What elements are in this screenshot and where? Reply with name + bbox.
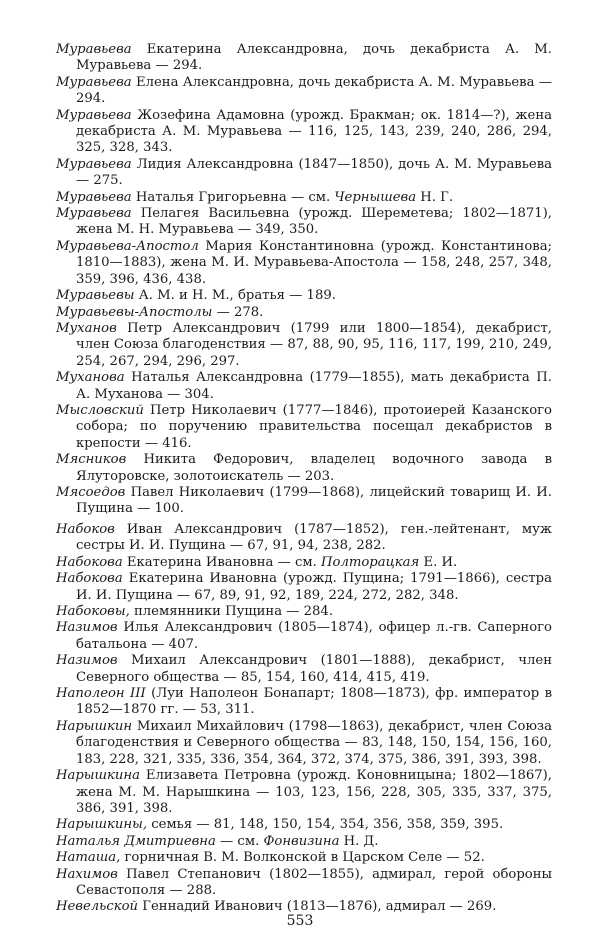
index-entry [56,190,552,206]
entry-name: Набокова [56,554,123,570]
index-section-m [56,42,552,518]
entry-reference-initials: Н. Г. [416,189,454,205]
entry-text: Наталья Александровна (1779—1855), мать декабриста П. А. Муханова — 304. [76,370,552,402]
entry-name: Назимов [56,620,118,636]
entry-name: Мысловский [56,402,144,418]
entry-text: Никита Федорович, владелец водочного завода в Ялуторовске, золотоискатель — 203. [76,452,552,484]
entry-name: Нахимов [56,866,118,882]
entry-name: Нарышкины, [56,817,148,833]
entry-text: Лидия Александровна (1847—1850), дочь А. М. Муравьева — 275. [76,156,552,189]
entry-text: Геннадий Иванович (1813—1876), адмирал — 269. [138,899,497,915]
index-entry [56,571,552,604]
entry-name: Назимов [56,653,118,669]
entry-name: Муравьева-Апостол [56,238,199,254]
entry-name: Муравьева [56,42,132,57]
entry-name: Мясоедов [56,484,126,500]
index-entry [56,206,552,239]
index-section-n [56,522,552,916]
entry-text: Илья Александрович (1805—1874), офицер л.-гв. Саперного батальона — 407. [76,620,552,652]
entry-text: (Луи Наполеон Бонапарт; 1808—1873), фр. император в 1852—1870 гг. — 53, 311. [76,686,552,718]
entry-name: Набоковы, [56,604,130,620]
entry-name: Мясников [56,452,127,468]
index-entry [56,108,552,157]
index-entry [56,370,552,403]
index-entry [56,686,552,719]
entry-name: Муравьева [56,189,132,205]
entry-name: Муравьева [56,74,132,90]
entry-name: Наталья Дмитриевна [56,833,216,849]
entry-name: Набокова [56,571,123,587]
entry-name: Наполеон III [56,686,146,702]
entry-text: Петр Александрович (1799 или 1800—1854), декабрист, член Союза благоденствия — 87, 88, 90, 95, 116, 117, 199, 210, 249, 254, 267, 294, 296, 297. [76,320,552,369]
index-entry [56,42,552,75]
entry-cross-reference: Чернышева [334,189,417,205]
entry-name: Муравьевы-Апостолы [56,304,213,320]
entry-cross-reference: Фонвизина [263,833,340,849]
entry-text: Екатерина Ивановна (урожд. Пущина; 1791—1866), сестра И. И. Пущина — 67, 89, 91, 92, 189, 224, 272, 282, 348. [76,571,552,603]
entry-text: Михаил Михайлович (1798—1863), декабрист, член Союза благоденствия и Северного общества — 83, 148, 150, 154, 156, 160, 183, 228, 321, 335, 336, 354, 364, 372, 374, 375, 386, 391, 393, 398. [76,718,552,767]
entry-name: Муравьева [56,156,132,172]
index-entry [56,157,552,190]
index-entry [56,653,552,686]
entry-text: Павел Николаевич (1799—1868), лицейский товарищ И. И. Пущина — 100. [76,484,552,517]
entry-text: — см. [215,833,264,849]
entry-text: Павел Степанович (1802—1855), адмирал, герой обороны Севастополя — 288. [76,866,552,898]
page-number: 553 [286,913,314,929]
entry-reference-initials: Е. И. [419,554,458,570]
index-entry [56,555,552,571]
index-entry [56,288,552,304]
index-entry [56,403,552,452]
entry-name: Набоков [56,522,115,537]
index-entry [56,817,552,833]
entry-reference-initials: Н. Д. [339,833,379,849]
index-entry [56,485,552,518]
entry-name: Наташа, [56,850,121,866]
entry-name: Нарышкина [56,768,140,784]
index-entry [56,768,552,817]
index-entry [56,867,552,900]
entry-text: А. М. и Н. М., братья — 189. [134,288,336,304]
entry-text: Петр Николаевич (1777—1846), протоиерей Казанского собора; по поручению правительства посещал декабристов в крепости — 416. [76,402,552,451]
index-entry [56,522,552,555]
entry-name: Муханова [56,370,125,386]
entry-name: Невельской [56,899,139,915]
index-entry [56,75,552,108]
index-entry [56,305,552,321]
entry-text: Михаил Александрович (1801—1888), декабрист, член Северного общества — 85, 154, 160, 414, 415, 419. [76,653,552,685]
index-entry [56,452,552,485]
index-entry [56,834,552,850]
entry-text: горничная В. М. Волконской в Царском Селе — 52. [120,850,485,866]
entry-text: Елена Александровна, дочь декабриста А. М. Муравьева — 294. [76,74,552,107]
entry-cross-reference: Полторацкая [321,554,420,570]
entry-name: Муханов [56,320,117,336]
entry-text: Елизавета Петровна (урожд. Коновницына; 1802—1867), жена М. М. Нарышкина — 103, 123, 156, 228, 305, 335, 337, 375, 386, 391, 398. [76,768,552,816]
entry-text: Екатерина Ивановна — см. [122,554,322,570]
entry-text: Пелагея Васильевна (урожд. Шереметева; 1802—1871), жена М. Н. Муравьева — 349, 350. [76,206,552,238]
entry-text: Екатерина Александровна, дочь декабриста А. М. Муравьева — 294. [76,42,552,74]
entry-name: Нарышкин [56,718,133,734]
entry-text: — 278. [212,304,264,320]
index-entry [56,321,552,370]
index-entry [56,620,552,653]
entry-text: племянники Пущина — 284. [129,604,334,620]
index-entry [56,239,552,288]
entry-name: Муравьева [56,107,132,123]
index-entry [56,850,552,866]
entry-text: Наталья Григорьевна — см. [131,189,335,205]
index-entry [56,604,552,620]
entry-name: Муравьева [56,206,132,222]
entry-text: Иван Александрович (1787—1852), ген.-лейтенант, муж сестры И. И. Пущина — 67, 91, 94, 238, 282. [76,522,552,554]
entry-text: семья — 81, 148, 150, 154, 354, 356, 358, 359, 395. [147,817,504,833]
entry-text: Мария Константиновна (урожд. Константинова; 1810—1883), жена М. И. Муравьева-Апостола — 158, 248, 257, 348, 359, 396, 436, 438. [76,238,552,287]
entry-text: Жозефина Адамовна (урожд. Бракман; ок. 1814—?), жена декабриста А. М. Муравьева — 116, 125, 143, 239, 240, 286, 294, 325, 328, 343. [76,107,552,156]
index-entry [56,719,552,768]
entry-name: Муравьевы [56,288,135,304]
